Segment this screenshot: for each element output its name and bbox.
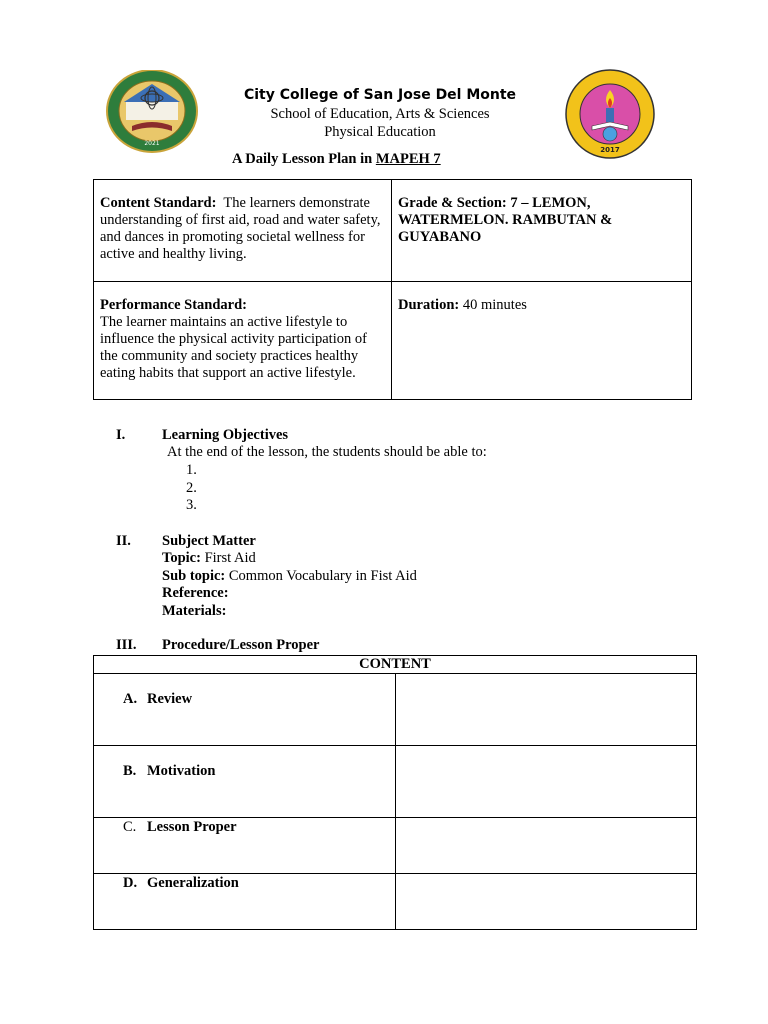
duration-text: 40 minutes xyxy=(462,297,527,313)
subject-matter-heading: Subject Matter xyxy=(162,533,256,549)
topic-label: Topic: xyxy=(162,550,201,566)
subtopic-label: Sub topic: xyxy=(162,568,226,584)
plan-subject: MAPEH 7 xyxy=(375,151,441,167)
lesson-proper-label: Lesson Proper xyxy=(147,819,237,835)
content-standard-label: Content Standard: xyxy=(100,195,217,211)
objectives-numeral: I. xyxy=(116,427,126,443)
plan-title xyxy=(232,151,441,168)
content-standard-text: The learners demonstrate understanding of first aid, road and water safety, and dances in promoting societal wellness for active and healthy living. xyxy=(100,195,381,262)
college-seal-right-logo xyxy=(562,68,658,160)
content-header: CONTENT xyxy=(94,656,697,674)
school-name: School of Education, Arts & Sciences xyxy=(270,106,490,122)
review-label: Review xyxy=(147,691,193,707)
topic-value: First Aid xyxy=(204,550,256,566)
performance-standard-text: The learner maintains an active lifestyle to influence the physical activity participation of the community and society practices healthy eating habits that support an active lifestyle. xyxy=(100,314,367,381)
subject-matter-numeral: II. xyxy=(116,533,131,549)
review-letter: A. xyxy=(123,691,138,707)
motivation-letter: B. xyxy=(123,763,137,779)
objective-item-1: 1. xyxy=(186,462,197,478)
procedure-heading: Procedure/Lesson Proper xyxy=(162,637,320,653)
lesson-proper-row-label xyxy=(94,818,396,874)
subtopic-value: Common Vocabulary in Fist Aid xyxy=(228,568,417,584)
grade-section-label: Grade & Section: xyxy=(398,195,507,211)
content-standard-cell xyxy=(94,180,392,282)
lesson-proper-content-cell[interactable] xyxy=(396,818,697,874)
performance-standard-cell xyxy=(94,282,392,400)
generalization-label: Generalization xyxy=(147,875,239,891)
reference-label: Reference: xyxy=(162,585,229,601)
duration-cell xyxy=(392,282,692,400)
college-seal-left-logo xyxy=(104,70,214,154)
objectives-intro: At the end of the lesson, the students should be able to: xyxy=(167,444,487,460)
procedure-numeral: III. xyxy=(116,637,137,653)
generalization-row-label xyxy=(94,874,396,930)
objective-item-3: 3. xyxy=(186,497,197,513)
procedure-table xyxy=(93,655,697,930)
topic-line xyxy=(162,550,256,567)
objectives-heading: Learning Objectives xyxy=(162,427,289,443)
right-logo-year: 2017 xyxy=(600,146,620,154)
performance-standard-label: Performance Standard: xyxy=(100,297,247,313)
materials-label: Materials: xyxy=(162,603,227,619)
left-logo-year: 2021 xyxy=(144,140,160,147)
motivation-row-label xyxy=(94,746,396,818)
duration-label: Duration: xyxy=(398,297,460,313)
college-name: City College of San Jose Del Monte xyxy=(243,87,517,103)
subtopic-line xyxy=(162,568,417,585)
plan-title-prefix: A Daily Lesson Plan in xyxy=(232,151,373,167)
grade-section-cell xyxy=(392,180,692,282)
motivation-label: Motivation xyxy=(147,763,216,779)
generalization-content-cell[interactable] xyxy=(396,874,697,930)
grade-section-text: 7 – LEMON, WATERMELON. RAMBUTAN & GUYABANO xyxy=(398,195,613,245)
motivation-content-cell[interactable] xyxy=(396,746,697,818)
review-row-label xyxy=(94,674,396,746)
lesson-proper-letter: C. xyxy=(123,819,137,835)
standards-table xyxy=(93,179,692,400)
department-name: Physical Education xyxy=(324,124,436,140)
review-content-cell[interactable] xyxy=(396,674,697,746)
objective-item-2: 2. xyxy=(186,480,197,496)
generalization-letter: D. xyxy=(123,875,138,891)
